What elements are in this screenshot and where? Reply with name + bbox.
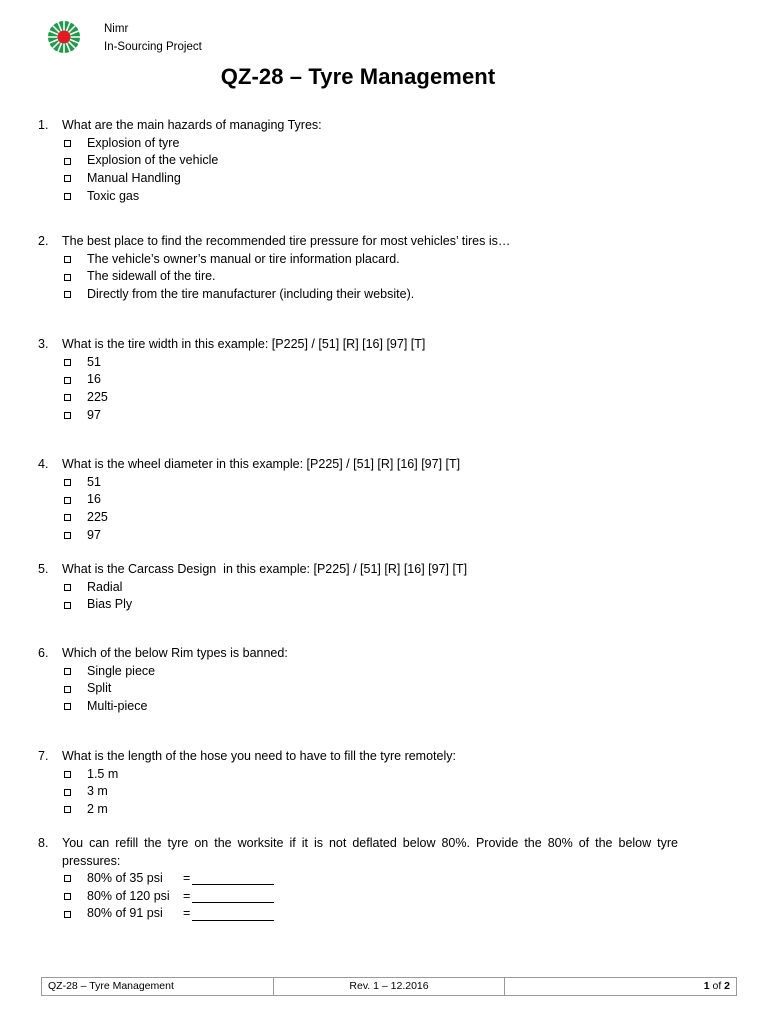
option[interactable] bbox=[62, 371, 678, 389]
option-label: 80% of 91 psi bbox=[87, 906, 163, 921]
page-footer bbox=[41, 977, 737, 996]
question-number: 4. bbox=[38, 457, 49, 471]
checkbox-icon[interactable] bbox=[64, 532, 71, 539]
checkbox-icon[interactable] bbox=[64, 806, 71, 813]
footer-page-number bbox=[504, 978, 736, 995]
option[interactable] bbox=[62, 135, 678, 153]
page-title: QZ-28 – Tyre Management bbox=[220, 64, 496, 89]
equals-sign: = bbox=[183, 888, 191, 903]
checkbox-icon[interactable] bbox=[64, 479, 71, 486]
question-number: 3. bbox=[38, 337, 49, 351]
question-number: 7. bbox=[38, 749, 49, 763]
option-label: 16 bbox=[87, 372, 101, 387]
page-current: 1 bbox=[703, 980, 710, 992]
option[interactable] bbox=[62, 474, 678, 492]
org-name: Nimr bbox=[104, 23, 129, 35]
option[interactable] bbox=[62, 801, 678, 819]
option-label: Radial bbox=[87, 579, 123, 594]
option[interactable] bbox=[62, 783, 678, 801]
option-label: 97 bbox=[87, 527, 101, 542]
option[interactable] bbox=[62, 286, 678, 304]
checkbox-icon[interactable] bbox=[64, 394, 71, 401]
option-label: 80% of 35 psi bbox=[87, 871, 163, 886]
question-text: You can refill the tyre on the worksite if it is not deflated below 80%. Provide the 80% of the below tyre pressures: bbox=[62, 836, 678, 868]
question-text: Which of the below Rim types is banned: bbox=[62, 646, 288, 660]
option-label: Multi-piece bbox=[87, 698, 148, 713]
question-number: 2. bbox=[38, 234, 49, 248]
question-6 bbox=[38, 645, 678, 716]
option[interactable] bbox=[62, 268, 678, 286]
option-label: 16 bbox=[87, 492, 101, 507]
footer-doc-title: QZ-28 – Tyre Management bbox=[48, 980, 174, 992]
checkbox-icon[interactable] bbox=[64, 911, 71, 918]
question-text: The best place to find the recommended tire pressure for most vehicles’ tires is… bbox=[62, 234, 511, 248]
option[interactable] bbox=[62, 766, 678, 784]
option[interactable] bbox=[62, 188, 678, 206]
checkbox-icon[interactable] bbox=[64, 193, 71, 200]
option-label: Directly from the tire manufacturer (including their website). bbox=[87, 286, 415, 301]
option-label: Manual Handling bbox=[87, 170, 181, 185]
checkbox-icon[interactable] bbox=[64, 686, 71, 693]
option[interactable] bbox=[62, 491, 678, 509]
option[interactable] bbox=[62, 596, 678, 614]
question-text: What is the tire width in this example: [P225] / [51] [R] [16] [97] [T] bbox=[62, 337, 426, 351]
footer-revision: Rev. 1 – 12.2016 bbox=[273, 978, 505, 995]
checkbox-icon[interactable] bbox=[64, 875, 71, 882]
option-label: 225 bbox=[87, 509, 108, 524]
option-label: Explosion of the vehicle bbox=[87, 153, 219, 168]
question-text: What is the length of the hose you need to have to fill the tyre remotely: bbox=[62, 749, 456, 763]
checkbox-icon[interactable] bbox=[64, 584, 71, 591]
logo-center bbox=[58, 31, 71, 44]
project-name: In-Sourcing Project bbox=[104, 41, 202, 53]
option-label: Split bbox=[87, 681, 112, 696]
option[interactable] bbox=[62, 870, 678, 888]
option[interactable] bbox=[62, 407, 678, 425]
option-label: 80% of 120 psi bbox=[87, 888, 170, 903]
question-number: 6. bbox=[38, 646, 49, 660]
question-number: 5. bbox=[38, 562, 49, 576]
option-label: Single piece bbox=[87, 663, 156, 678]
option-label: 51 bbox=[87, 474, 101, 489]
company-logo bbox=[47, 20, 81, 54]
question-text: What are the main hazards of managing Tyres: bbox=[62, 118, 322, 132]
checkbox-icon[interactable] bbox=[64, 514, 71, 521]
question-2 bbox=[38, 233, 678, 304]
checkbox-icon[interactable] bbox=[64, 703, 71, 710]
answer-blank[interactable] bbox=[192, 890, 274, 903]
option[interactable] bbox=[62, 698, 678, 716]
question-7 bbox=[38, 748, 678, 819]
option[interactable] bbox=[62, 663, 678, 681]
checkbox-icon[interactable] bbox=[64, 377, 71, 384]
checkbox-icon[interactable] bbox=[64, 359, 71, 366]
option-label: 225 bbox=[87, 389, 108, 404]
question-text: What is the Carcass Design in this example: [P225] / [51] [R] [16] [97] [T] bbox=[62, 562, 468, 576]
option[interactable] bbox=[62, 579, 678, 597]
org-header bbox=[104, 20, 202, 56]
equals-sign: = bbox=[183, 871, 191, 886]
checkbox-icon[interactable] bbox=[64, 893, 71, 900]
question-4 bbox=[38, 456, 678, 544]
option-label: 1.5 m bbox=[87, 766, 119, 781]
option[interactable] bbox=[62, 509, 678, 527]
checkbox-icon[interactable] bbox=[64, 412, 71, 419]
question-5 bbox=[38, 561, 678, 614]
page-total: 2 bbox=[724, 980, 731, 992]
option[interactable] bbox=[62, 527, 678, 545]
option-label: The vehicle’s owner’s manual or tire information placard. bbox=[87, 251, 400, 266]
option-label: 97 bbox=[87, 407, 101, 422]
question-8 bbox=[38, 835, 678, 923]
option[interactable] bbox=[62, 905, 678, 923]
checkbox-icon[interactable] bbox=[64, 668, 71, 675]
option-label: Explosion of tyre bbox=[87, 135, 180, 150]
option[interactable] bbox=[62, 354, 678, 372]
option-label: 51 bbox=[87, 354, 101, 369]
checkbox-icon[interactable] bbox=[64, 497, 71, 504]
checkbox-icon[interactable] bbox=[64, 789, 71, 796]
option-label: 3 m bbox=[87, 784, 108, 799]
page-of: of bbox=[712, 980, 722, 992]
checkbox-icon[interactable] bbox=[64, 175, 71, 182]
checkbox-icon[interactable] bbox=[64, 158, 71, 165]
option-label: Toxic gas bbox=[87, 188, 140, 203]
answer-blank[interactable] bbox=[192, 872, 274, 885]
question-3 bbox=[38, 336, 678, 424]
option[interactable] bbox=[62, 152, 678, 170]
answer-blank[interactable] bbox=[192, 908, 274, 921]
question-number: 8. bbox=[38, 836, 49, 850]
equals-sign: = bbox=[183, 906, 191, 921]
checkbox-icon[interactable] bbox=[64, 771, 71, 778]
option[interactable] bbox=[62, 251, 678, 269]
checkbox-icon[interactable] bbox=[64, 274, 71, 281]
checkbox-icon[interactable] bbox=[64, 602, 71, 609]
option-label: 2 m bbox=[87, 801, 108, 816]
question-text: What is the wheel diameter in this example: [P225] / [51] [R] [16] [97] [T] bbox=[62, 457, 461, 471]
option-label: Bias Ply bbox=[87, 597, 133, 612]
checkbox-icon[interactable] bbox=[64, 140, 71, 147]
option[interactable] bbox=[62, 389, 678, 407]
option[interactable] bbox=[62, 170, 678, 188]
checkbox-icon[interactable] bbox=[64, 291, 71, 298]
option[interactable] bbox=[62, 888, 678, 906]
checkbox-icon[interactable] bbox=[64, 256, 71, 263]
option-label: The sidewall of the tire. bbox=[87, 269, 216, 284]
question-number: 1. bbox=[38, 118, 49, 132]
question-1 bbox=[38, 117, 678, 205]
option[interactable] bbox=[62, 680, 678, 698]
